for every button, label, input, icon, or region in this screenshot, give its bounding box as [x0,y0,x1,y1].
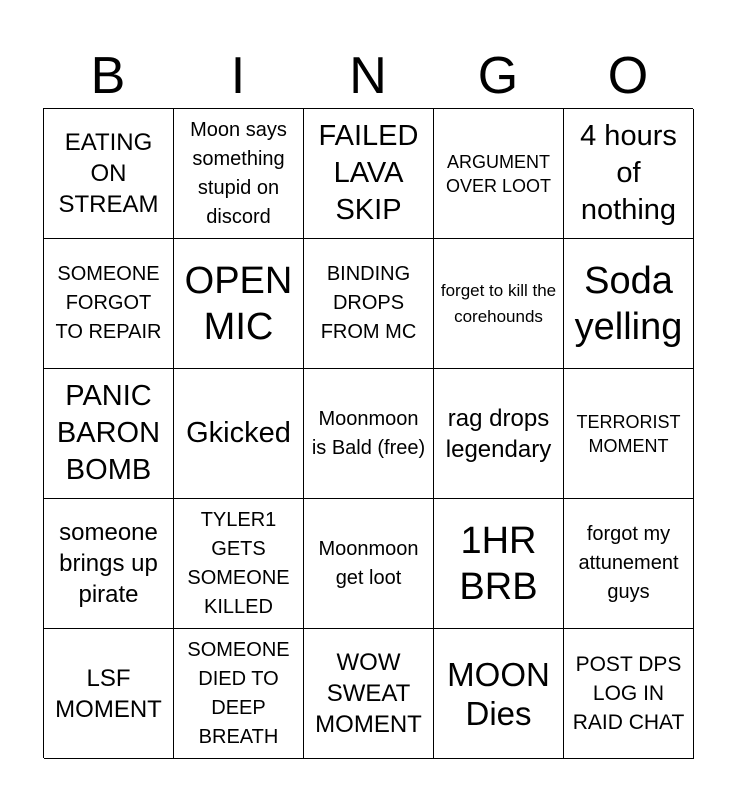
bingo-cell-text: Moonmoon is Bald (free) [311,407,426,459]
bingo-cell-text: forget to kill the corehounds [440,280,557,326]
bingo-cell-text: POST DPS LOG IN RAID CHAT [572,653,685,734]
bingo-cell-r4-c4[interactable] [434,499,564,629]
bingo-cell-r1-c5[interactable] [564,109,694,239]
bingo-cell-text: Moonmoon get loot [318,537,419,589]
bingo-cell-text: OPEN MIC [184,259,293,348]
bingo-cell-r1-c1[interactable] [44,109,174,239]
bingo-cell-r1-c2[interactable] [174,109,304,239]
header-letter-b: B [90,47,126,105]
bingo-cell-r5-c3[interactable] [304,629,434,759]
bingo-cell-r4-c3[interactable] [304,499,434,629]
bingo-board [43,108,693,758]
header-letter-g: G [477,47,519,105]
bingo-cell-r2-c1[interactable] [44,239,174,369]
bingo-cell-r3-c5[interactable] [564,369,694,499]
bingo-cell-text: SOMEONE DIED TO DEEP BREATH [187,638,290,748]
bingo-cell-r5-c2[interactable] [174,629,304,759]
bingo-cell-r1-c4[interactable] [434,109,564,239]
bingo-cell-text: MOON Dies [447,655,550,732]
bingo-cell-r3-c4[interactable] [434,369,564,499]
bingo-cell-r4-c2[interactable] [174,499,304,629]
bingo-cell-text: rag drops legendary [445,404,552,463]
bingo-cell-text: 4 hours of nothing [580,120,677,226]
bingo-cell-text: Moon says something stupid on discord [190,118,287,228]
bingo-cell-text: 1HR BRB [459,519,538,608]
bingo-cell-text: BINDING DROPS FROM MC [320,263,417,343]
bingo-cell-text: TYLER1 GETS SOMEONE KILLED [187,508,290,618]
bingo-cell-r1-c3[interactable] [304,109,434,239]
header-letter-i: I [230,47,246,105]
bingo-cell-r3-c2[interactable] [174,369,304,499]
bingo-cell-text: LSF MOMENT [55,664,162,723]
bingo-cell-r2-c3[interactable] [304,239,434,369]
bingo-cell-r2-c2[interactable] [174,239,304,369]
bingo-cell-text: ARGUMENT OVER LOOT [445,151,552,196]
bingo-cell-r5-c5[interactable] [564,629,694,759]
bingo-cell-r4-c5[interactable] [564,499,694,629]
bingo-cell-r5-c4[interactable] [434,629,564,759]
bingo-cell-r2-c4[interactable] [434,239,564,369]
bingo-cell-text: forgot my attunement guys [578,523,679,603]
bingo-cell-r4-c1[interactable] [44,499,174,629]
bingo-cell-text: WOW SWEAT MOMENT [315,649,422,738]
bingo-cell-text: PANIC BARON BOMB [56,380,161,486]
bingo-cell-r3-c1[interactable] [44,369,174,499]
bingo-cell-text: FAILED LAVA SKIP [318,120,419,226]
header-letter-n: N [349,47,387,105]
bingo-cell-text: SOMEONE FORGOT TO REPAIR [55,263,162,343]
bingo-cell-r3-c3[interactable] [304,369,434,499]
header-letter-o: O [607,47,649,105]
bingo-cell-text: Gkicked [186,417,291,449]
bingo-cell-r5-c1[interactable] [44,629,174,759]
bingo-header [43,42,693,108]
bingo-cell-text: TERRORIST MOMENT [576,411,681,456]
bingo-cell-r2-c5[interactable] [564,239,694,369]
bingo-cell-text: Soda yelling [574,259,683,348]
bingo-cell-text: EATING ON STREAM [58,129,159,218]
bingo-cell-text: someone brings up pirate [59,519,158,608]
